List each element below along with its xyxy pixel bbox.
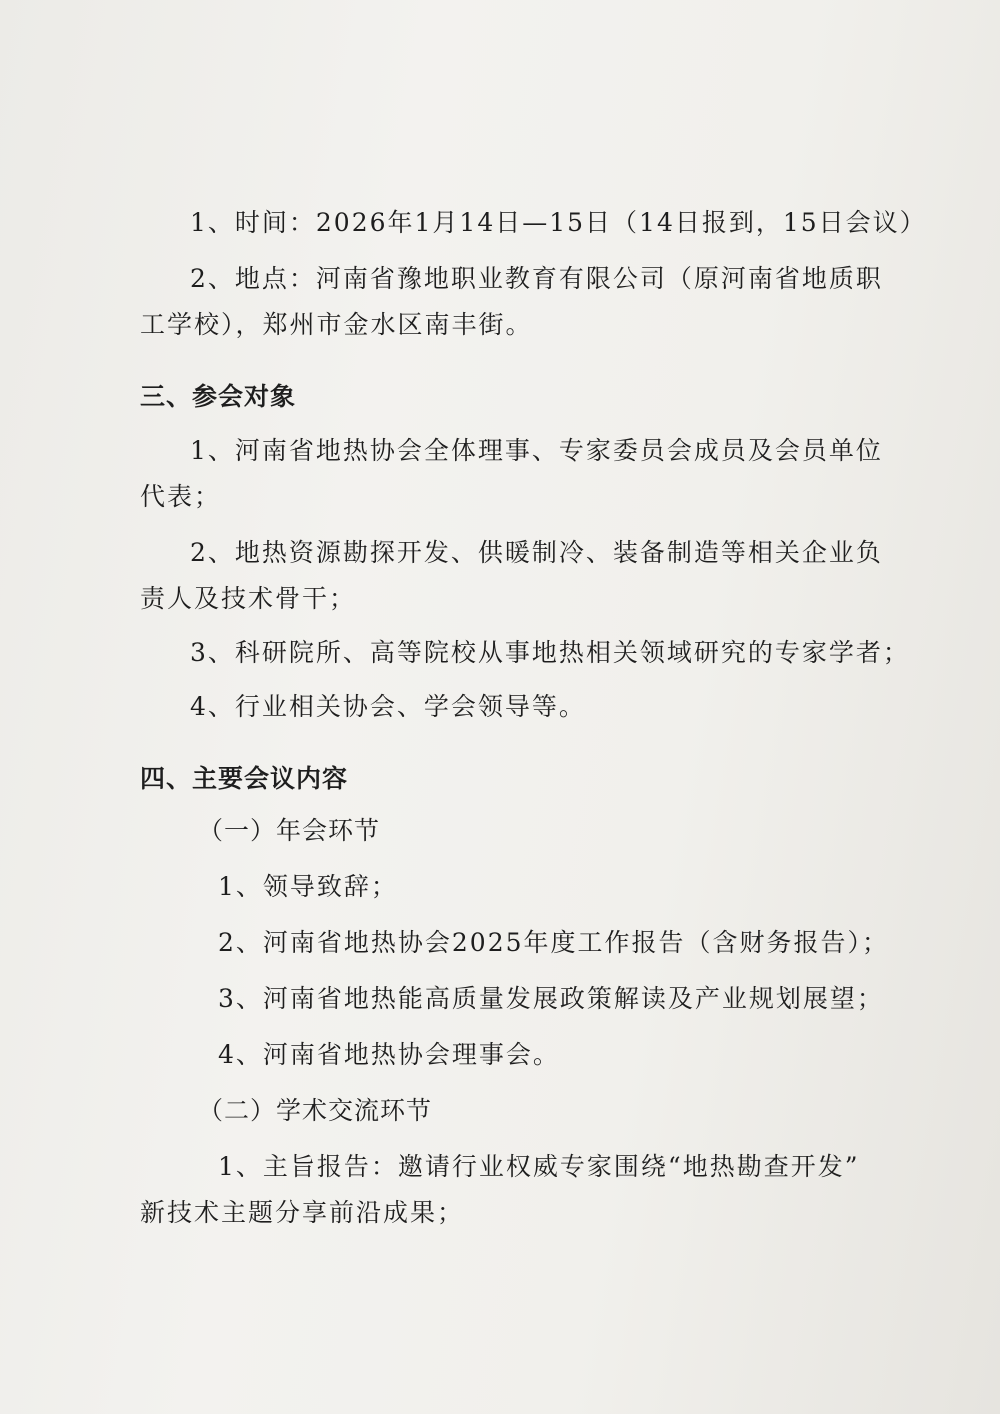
annual-item-2: 2、河南省地热协会2025年度工作报告（含财务报告）；: [218, 928, 890, 957]
meeting-time: 1、时间：2026年1月14日—15日（14日报到，15日会议）: [190, 208, 927, 237]
participant-item-2-line-1: 2、地热资源勘探开发、供暖制冷、装备制造等相关企业负: [190, 538, 883, 567]
academic-item-1-line-2: 新技术主题分享前沿成果；: [140, 1198, 465, 1227]
participant-item-1-line-2: 代表；: [140, 482, 222, 511]
section-heading-content: 四、主要会议内容: [140, 764, 349, 793]
meeting-location-line-2: 工学校），郑州市金水区南丰街。: [140, 310, 533, 339]
annual-item-4: 4、河南省地热协会理事会。: [218, 1040, 560, 1069]
annual-item-3: 3、河南省地热能高质量发展政策解读及产业规划展望；: [218, 984, 884, 1013]
annual-item-1: 1、领导致辞；: [218, 872, 398, 901]
subsection-heading-annual: （一）年会环节: [198, 816, 381, 845]
subsection-heading-academic: （二）学术交流环节: [198, 1096, 433, 1125]
academic-item-1-line-1: 1、主旨报告：邀请行业权威专家围绕“地热勘查开发”: [218, 1152, 860, 1181]
participant-item-3: 3、科研院所、高等院校从事地热相关领域研究的专家学者；: [190, 638, 910, 667]
participant-item-2-line-2: 责人及技术骨干；: [140, 584, 357, 613]
section-heading-participants: 三、参会对象: [140, 382, 297, 411]
meeting-location-line-1: 2、地点：河南省豫地职业教育有限公司（原河南省地质职: [190, 264, 883, 293]
participant-item-4: 4、行业相关协会、学会领导等。: [190, 692, 586, 721]
participant-item-1-line-1: 1、河南省地热协会全体理事、专家委员会成员及会员单位: [190, 436, 883, 465]
